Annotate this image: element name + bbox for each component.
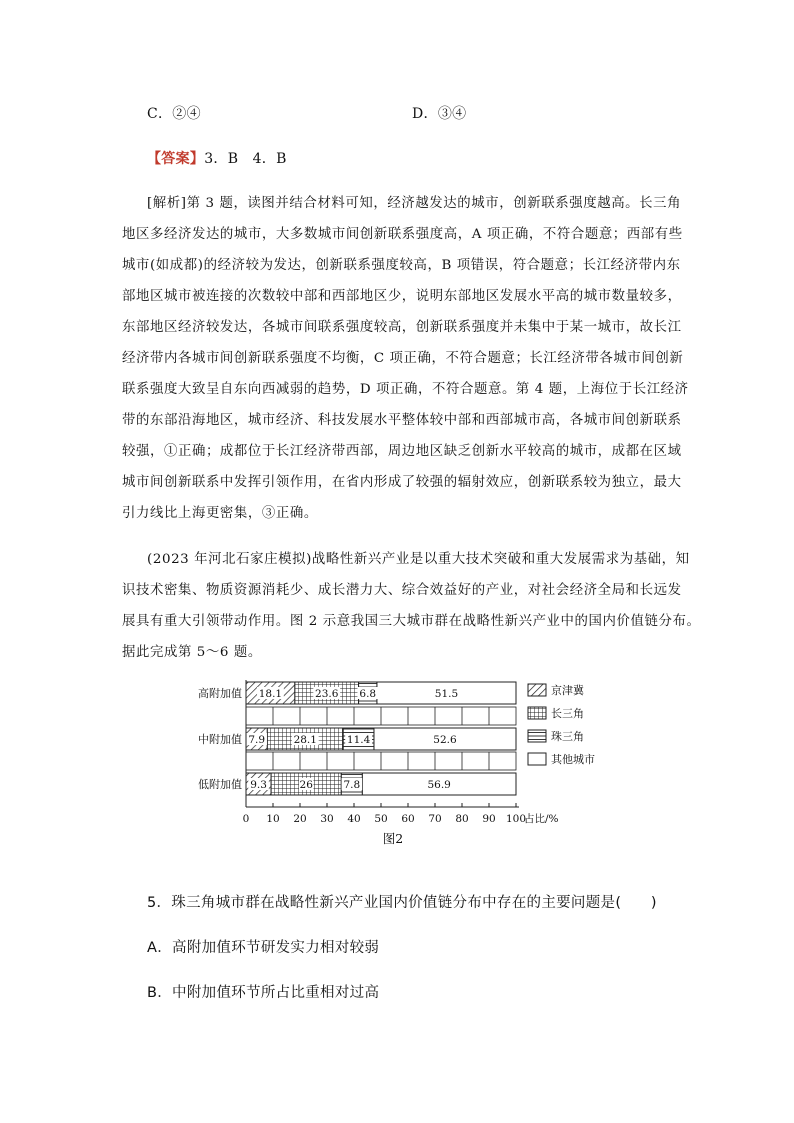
legend-label: 京津冀: [551, 684, 584, 697]
category-label: 低附加值: [198, 778, 242, 791]
legend-swatch: [528, 753, 546, 765]
analysis-line: 部地区城市被连接的次数较中部和西部地区少，说明东部地区发展水平高的城市数量较多，: [122, 289, 682, 304]
x-tick-label: 0: [242, 813, 250, 825]
answer-line: [147, 148, 287, 168]
data-label: 9.3: [250, 779, 267, 791]
x-tick-label: 40: [347, 813, 361, 825]
intro-line: 展具有重大引领带动作用。图 2 示意我国三大城市群在战略性新兴产业中的国内价值链分布。: [122, 614, 701, 629]
legend-swatch: [528, 684, 546, 696]
answer-tag: 【答案】: [147, 151, 205, 167]
analysis-line: 地区多经济发达的城市，大多数城市间创新联系强度高，A 项正确，不符合题意；西部有些: [122, 227, 683, 242]
figure-caption: 图2: [382, 831, 404, 846]
data-label: 6.8: [359, 688, 377, 700]
analysis-line: 城市间创新联系中发挥引领作用，在省内形成了较强的辐射效应，创新联系较为独立，最大: [122, 475, 682, 490]
data-label: 26: [299, 779, 313, 791]
data-label: 11.4: [346, 734, 371, 746]
x-tick-label: 30: [320, 813, 334, 825]
data-label: 51.5: [434, 688, 459, 700]
data-label: 23.6: [315, 688, 339, 700]
analysis-line: 引力线比上海更密集，③正确。: [122, 506, 318, 521]
x-tick-label: 50: [374, 813, 388, 825]
x-tick-label: 80: [455, 813, 469, 825]
data-label: 28.1: [293, 734, 317, 746]
x-tick-label: 10: [266, 813, 280, 825]
analysis-line: 东部地区经济较发达，各城市间联系强度较高，创新联系强度并未集中于某一城市，故长江: [122, 320, 682, 335]
data-label: 18.1: [258, 688, 283, 700]
analysis-line: 较强，①正确；成都位于长江经济带西部，周边地区缺乏创新水平较高的城市，成都在区域: [122, 444, 682, 459]
data-label: 56.9: [427, 779, 451, 791]
option-c: C．②④: [147, 106, 201, 122]
value-chain-chart: [190, 676, 610, 846]
analysis-line: 城市(如成都)的经济较为发达，创新联系强度较高，B 项错误，符合题意；长江经济带内东: [122, 258, 681, 273]
data-label: 7.9: [248, 734, 266, 746]
data-label: 7.8: [343, 779, 361, 791]
question-5: 5．珠三角城市群在战略性新兴产业国内价值链分布中存在的主要问题是( ): [147, 895, 657, 911]
x-tick-label: 100: [505, 813, 527, 825]
x-axis-label: 占比/%: [524, 813, 559, 825]
analysis-line: 经济带内各城市间创新联系强度不均衡，C 项正确，不符合题意；长江经济带各城市间创新: [122, 351, 684, 366]
legend-label: 长三角: [551, 707, 584, 720]
option-b: B．中附加值环节所占比重相对过高: [147, 985, 380, 1001]
category-label: 中附加值: [198, 733, 242, 746]
intro-line: (2023 年河北石家庄模拟)战略性新兴产业是以重大技术突破和重大发展需求为基础，知: [147, 552, 690, 567]
legend-label: 珠三角: [551, 730, 584, 743]
analysis-line: 联系强度大致呈自东向西减弱的趋势，D 项正确，不符合题意。第 4 题，上海位于长江经济: [122, 382, 689, 397]
category-label: 高附加值: [198, 687, 242, 700]
x-tick-label: 90: [482, 813, 496, 825]
legend-swatch: [528, 707, 546, 719]
answer-text: 3．B 4．B: [204, 151, 287, 167]
option-a: A．高附加值环节研发实力相对较弱: [147, 940, 380, 956]
x-tick-label: 60: [401, 813, 415, 825]
intro-line: 据此完成第 5～6 题。: [122, 645, 262, 660]
x-tick-label: 70: [428, 813, 442, 825]
legend-label: 其他城市: [551, 753, 595, 766]
analysis-line: [解析]第 3 题，读图并结合材料可知，经济越发达的城市，创新联系强度越高。长三角: [147, 196, 682, 211]
x-tick-label: 20: [293, 813, 307, 825]
option-d: D．③④: [412, 106, 467, 122]
analysis-line: 带的东部沿海地区，城市经济、科技发展水平整体较中部和西部城市高，各城市间创新联系: [122, 413, 682, 428]
data-label: 52.6: [433, 734, 457, 746]
legend-swatch: [528, 730, 546, 742]
intro-line: 识技术密集、物质资源消耗少、成长潜力大、综合效益好的产业，对社会经济全局和长远发: [122, 583, 682, 598]
